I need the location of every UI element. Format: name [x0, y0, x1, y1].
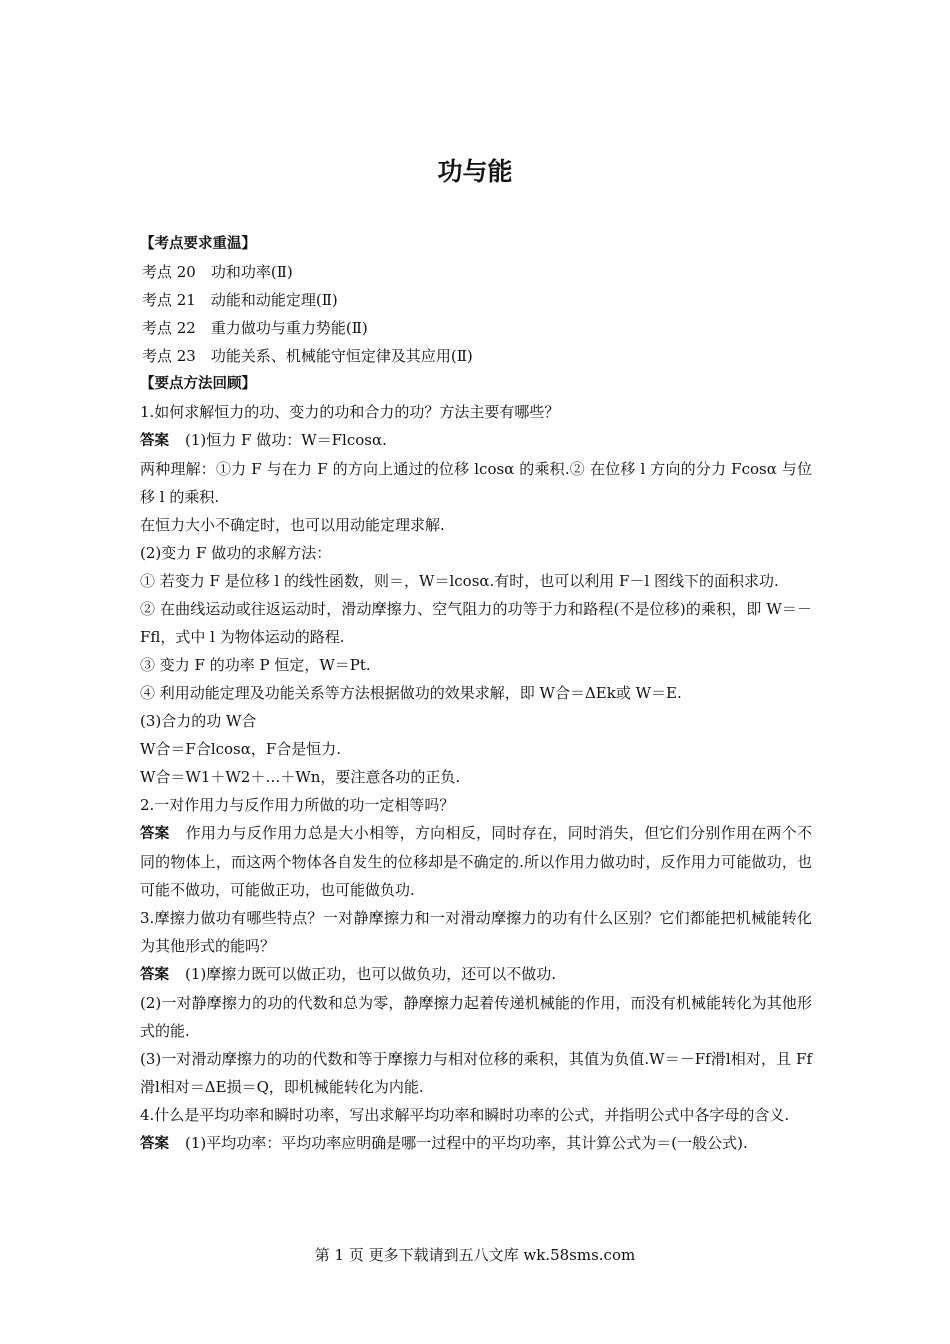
paragraph: ④ 利用动能定理及功能关系等方法根据做功的效果求解，即 W合＝ΔEk或 W＝E. — [140, 684, 682, 702]
paragraph: ③ 变力 F 的功率 P 恒定，W＝Pt. — [140, 656, 371, 674]
paragraph: ② 在曲线运动或往返运动时，滑动摩擦力、空气阻力的功等于力和路程(不是位移)的乘积，即 W＝－Ffl，式中 l 为物体运动的路程. — [140, 600, 812, 646]
answer-text: (1)平均功率：平均功率应明确是哪一过程中的平均功率，其计算公式为＝(一般公式). — [185, 1134, 748, 1152]
section-header-methods: 【要点方法回顾】 — [140, 376, 256, 392]
page-footer: 第 1 页 更多下载请到五八文库 wk.58sms.com — [314, 1246, 636, 1264]
page-title: 功与能 — [437, 157, 513, 186]
paragraph: ① 若变力 F 是位移 l 的线性函数，则＝，W＝lcosα.有时，也可以利用 F－l 图线下的面积求功. — [140, 572, 779, 590]
question-1: 1.如何求解恒力的功、变力的功和合力的功？方法主要有哪些？ — [140, 403, 560, 421]
answer-1 — [140, 426, 812, 455]
paragraph: (2)一对静摩擦力的功的代数和总为零，静摩擦力起着传递机械能的作用，而没有机械能转化为其他形式的能. — [140, 994, 812, 1040]
paragraph: 两种理解：①力 F 与在力 F 的方向上通过的位移 lcosα 的乘积.② 在位移 l 方向的分力 Fcosα 与位移 l 的乘积. — [140, 460, 812, 506]
answer-4 — [140, 1129, 812, 1158]
paragraph: W合＝F合lcosα，F合是恒力. — [140, 740, 342, 758]
paragraph: W合＝W1＋W2＋…＋Wn，要注意各功的正负. — [140, 768, 461, 786]
answer-label: 答案 — [140, 826, 170, 842]
question-4: 4.什么是平均功率和瞬时功率，写出求解平均功率和瞬时功率的公式，并指明公式中各字母的含义. — [140, 1106, 790, 1124]
answer-text: (1)恒力 F 做功：W＝Flcosα. — [185, 431, 387, 449]
question-3: 3.摩擦力做功有哪些特点？一对静摩擦力和一对滑动摩擦力的功有什么区别？它们都能把机械能转化为其他形式的能吗？ — [140, 909, 812, 955]
answer-2 — [140, 819, 812, 904]
answer-text: (1)摩擦力既可以做正功，也可以做负功，还可以不做功. — [185, 965, 557, 983]
answer-label: 答案 — [140, 1136, 169, 1152]
paragraph: (3)合力的功 W合 — [140, 712, 257, 730]
paragraph: (2)变力 F 做功的求解方法： — [140, 544, 332, 562]
section-header-requirements: 【考点要求重温】 — [140, 236, 256, 252]
answer-label: 答案 — [140, 967, 169, 983]
paragraph: 在恒力大小不确定时，也可以用动能定理求解. — [140, 516, 445, 534]
kaodian-item: 考点 21 动能和动能定理(Ⅱ) — [142, 291, 338, 309]
answer-label: 答案 — [140, 433, 169, 449]
kaodian-item: 考点 23 功能关系、机械能守恒定律及其应用(Ⅱ) — [142, 347, 473, 365]
paragraph: (3)一对滑动摩擦力的功的代数和等于摩擦力与相对位移的乘积，其值为负值.W＝－Ff滑l相对，且 Ff滑l相对＝ΔE损＝Q，即机械能转化为内能. — [140, 1050, 812, 1096]
answer-3 — [140, 960, 812, 989]
answer-text: 作用力与反作用力总是大小相等，方向相反，同时存在，同时消失，但它们分别作用在两个不同的物体上，而这两个物体各自发生的位移却是不确定的.所以作用力做功时，反作用力可能做功，也可能不做功，可能做正功，也可能做负功. — [140, 824, 812, 899]
kaodian-item: 考点 22 重力做功与重力势能(Ⅱ) — [142, 319, 368, 337]
document-body — [140, 230, 812, 1158]
kaodian-item: 考点 20 功和功率(Ⅱ) — [142, 263, 293, 281]
question-2: 2.一对作用力与反作用力所做的功一定相等吗？ — [140, 796, 455, 814]
